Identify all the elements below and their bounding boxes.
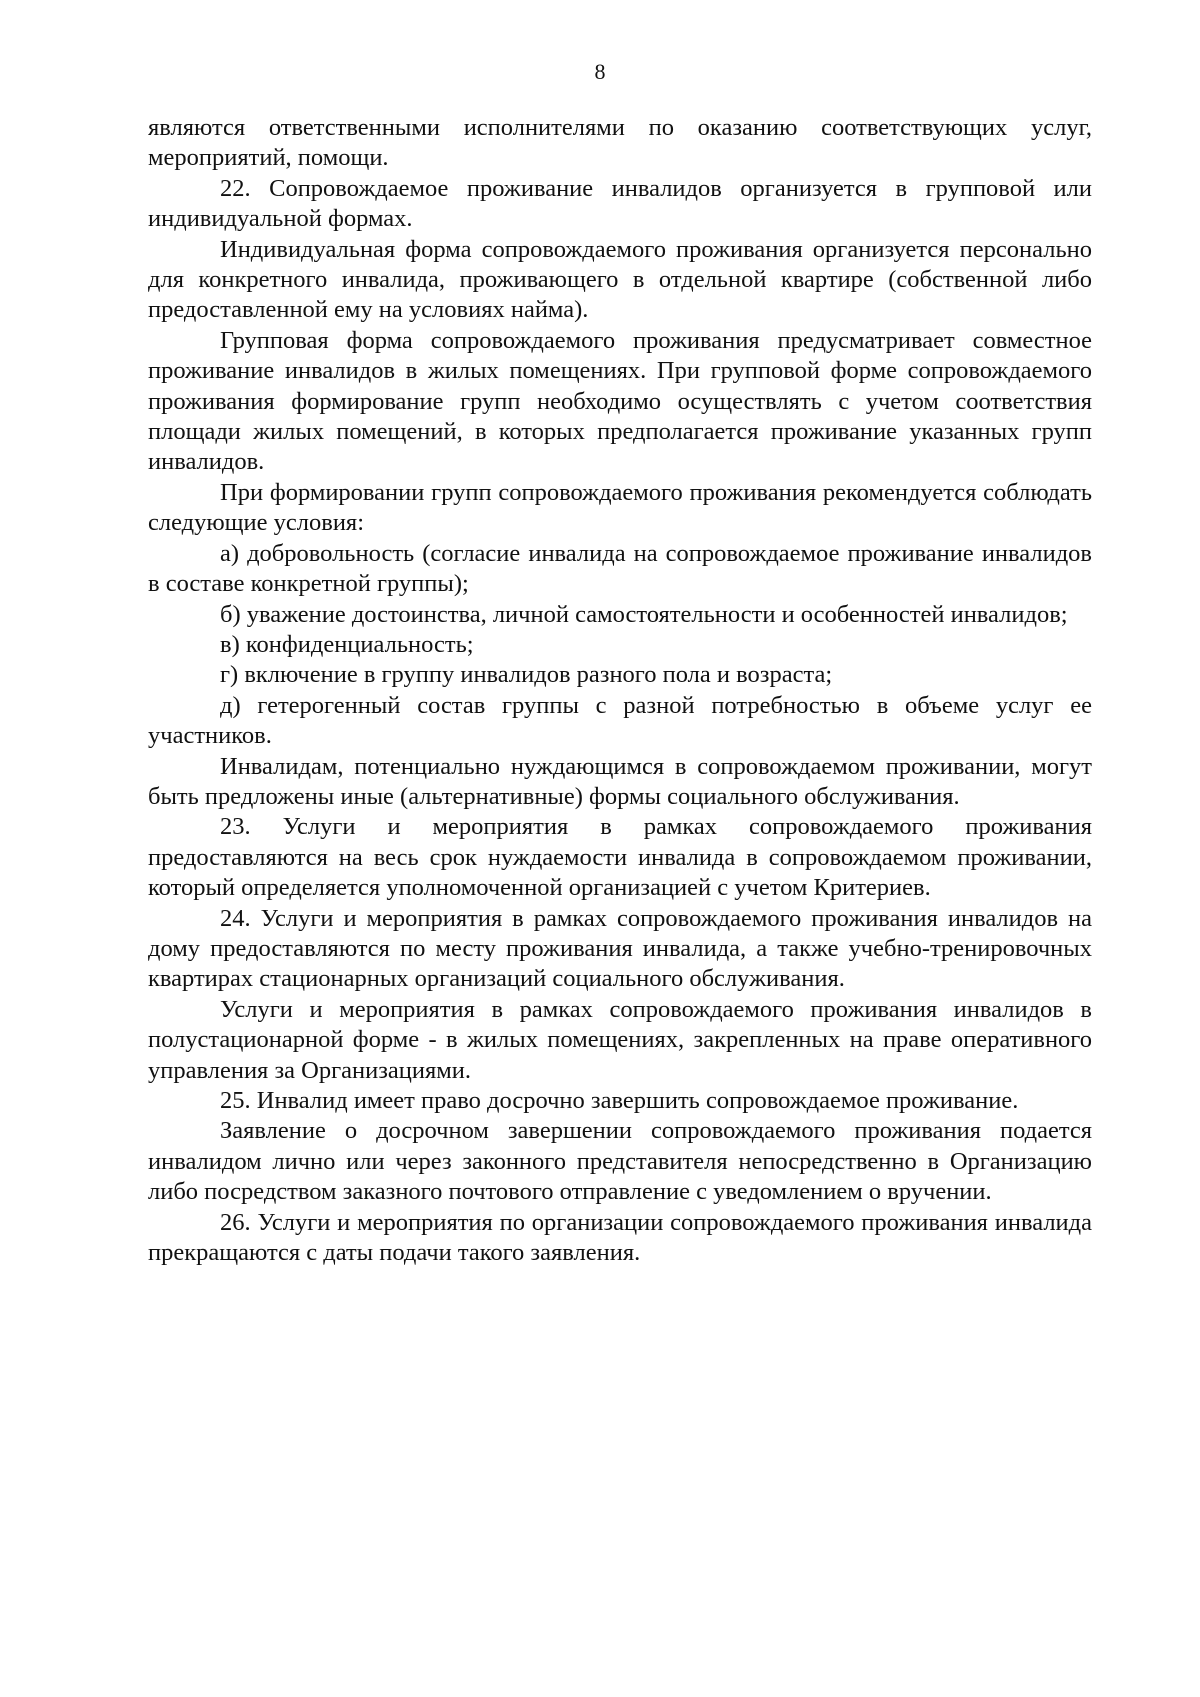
paragraph-early-termination-application: Заявление о досрочном завершении сопровождаемого проживания подается инвалидом лично или через законного представителя непосредственно в Организацию либо посредством заказного почтового отправление с уведомлением о вручении. xyxy=(148,1117,1092,1206)
paragraph-group-conditions: При формировании групп сопровождаемого проживания рекомендуется соблюдать следующие условия: xyxy=(148,478,1092,537)
paragraph-item-26: 26. Услуги и мероприятия по организации сопровождаемого проживания инвалида прекращаются с даты подачи такого заявления. xyxy=(148,1208,1092,1267)
paragraph-item-25: 25. Инвалид имеет право досрочно завершить сопровождаемое проживание. xyxy=(220,1087,1019,1114)
paragraph-group-form: Групповая форма сопровождаемого проживания предусматривает совместное проживание инвалидов в жилых помещениях. При групповой форме сопровождаемого проживания формирование групп необходимо осуществлять с учетом соответствия площади жилых помещений, в которых предполагается проживание указанных групп инвалидов. xyxy=(148,326,1092,476)
page-number: 8 xyxy=(594,59,606,84)
list-item-d: д) гетерогенный состав группы с разной потребностью в объеме услуг ее участников. xyxy=(148,691,1092,750)
list-item-g: г) включение в группу инвалидов разного пола и возраста; xyxy=(220,661,833,689)
paragraph-item-22: 22. Сопровождаемое проживание инвалидов организуется в групповой или индивидуальной формах. xyxy=(148,174,1092,233)
paragraph-item-24: 24. Услуги и мероприятия в рамках сопровождаемого проживания инвалидов на дому предоставляются по месту проживания инвалида, а также учебно-тренировочных квартирах стационарных организаций социального обслуживания. xyxy=(148,904,1092,993)
list-item-b: б) уважение достоинства, личной самостоятельности и особенностей инвалидов; xyxy=(220,600,1068,628)
list-item-a: а) добровольность (согласие инвалида на сопровождаемое проживание инвалидов в составе конкретной группы); xyxy=(148,539,1092,598)
paragraph-semistationary-form: Услуги и мероприятия в рамках сопровождаемого проживания инвалидов в полустационарной форме - в жилых помещениях, закрепленных на праве оперативного управления за Организациями. xyxy=(148,995,1092,1084)
paragraph-continuation: являются ответственными исполнителями по оказанию соответствующих услуг, мероприятий, помощи. xyxy=(148,114,1092,172)
paragraph-item-23: 23. Услуги и мероприятия в рамках сопровождаемого проживания предоставляются на весь срок нуждаемости инвалида в сопровождаемом проживании, который определяется уполномоченной организацией с учетом Критериев. xyxy=(148,813,1092,902)
paragraph-alternative-forms: Инвалидам, потенциально нуждающимся в сопровождаемом проживании, могут быть предложены иные (альтернативные) формы социального обслуживания. xyxy=(148,752,1092,810)
paragraph-individual-form: Индивидуальная форма сопровождаемого проживания организуется персонально для конкретного инвалида, проживающего в отдельной квартире (собственной либо предоставленной ему на условиях найма). xyxy=(148,235,1092,324)
list-item-v: в) конфиденциальность; xyxy=(220,630,474,658)
document-body xyxy=(148,113,1092,1268)
